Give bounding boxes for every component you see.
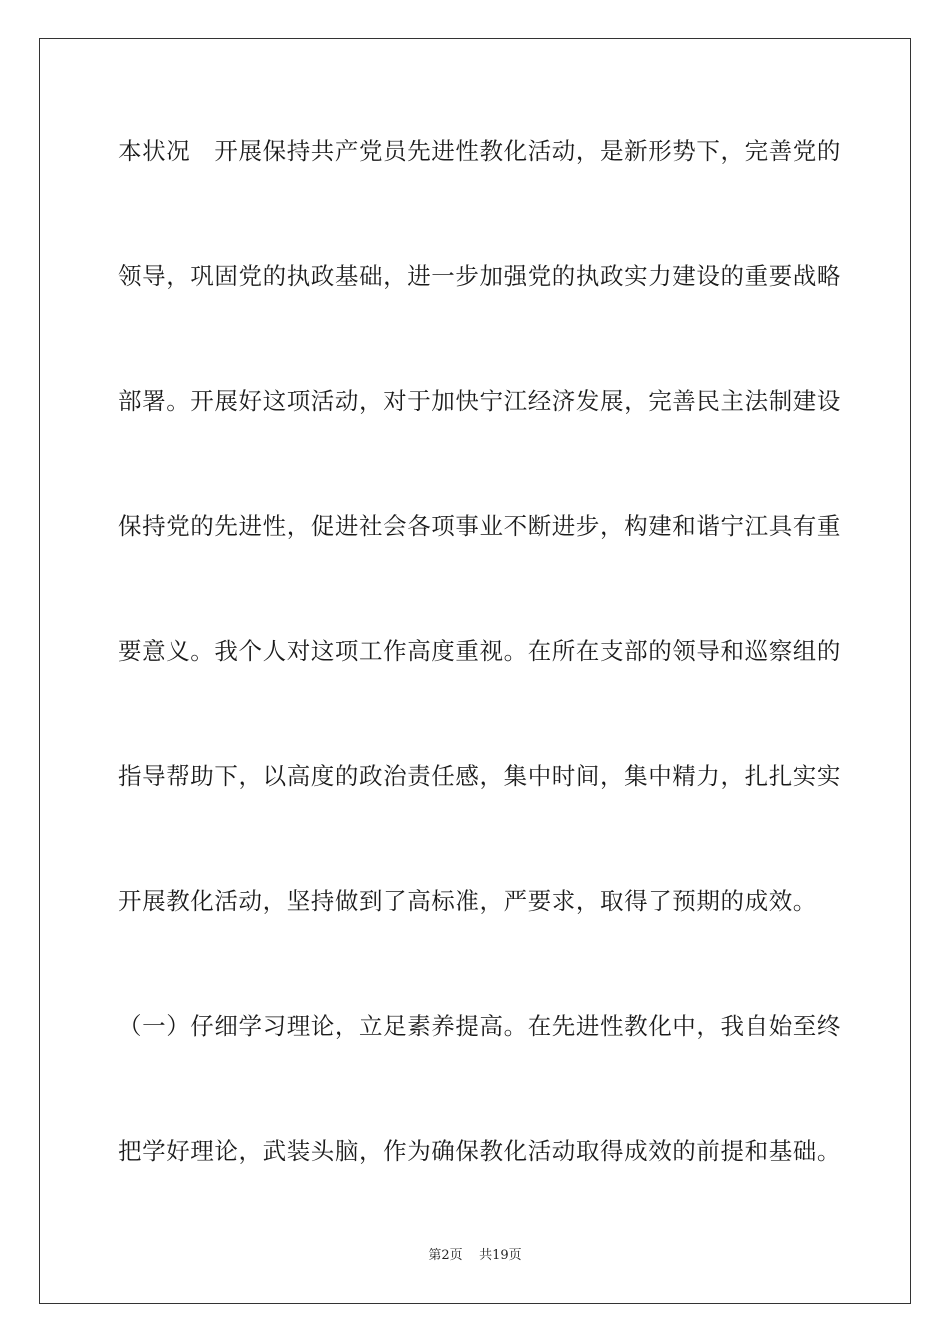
page-total: 共19页 [479,1248,522,1263]
text-line: 部署。开展好这项活动，对于加快宁江经济发展，完善民主法制建设 [118,387,841,415]
text-line: 领导，巩固党的执政基础，进一步加强党的执政实力建设的重要战略 [118,262,841,290]
text-line: 要意义。我个人对这项工作高度重视。在所在支部的领导和巡察组的 [118,637,841,665]
text-line: 保持党的先进性，促进社会各项事业不断进步，构建和谐宁江具有重 [118,512,841,540]
text-line: （一）仔细学习理论，立足素养提高。在先进性教化中，我自始至终 [118,1012,841,1040]
text-line: 指导帮助下，以高度的政治责任感，集中时间，集中精力，扎扎实实 [118,762,841,790]
page-number: 第2页 [428,1248,463,1263]
page-frame [39,38,911,1304]
text-line: 开展教化活动，坚持做到了高标准，严要求，取得了预期的成效。 [118,887,817,915]
page-footer [40,1247,910,1265]
text-line: 把学好理论，武装头脑，作为确保教化活动取得成效的前提和基础。 [118,1137,841,1165]
text-line: 本状况 开展保持共产党员先进性教化活动，是新形势下，完善党的 [118,137,841,165]
